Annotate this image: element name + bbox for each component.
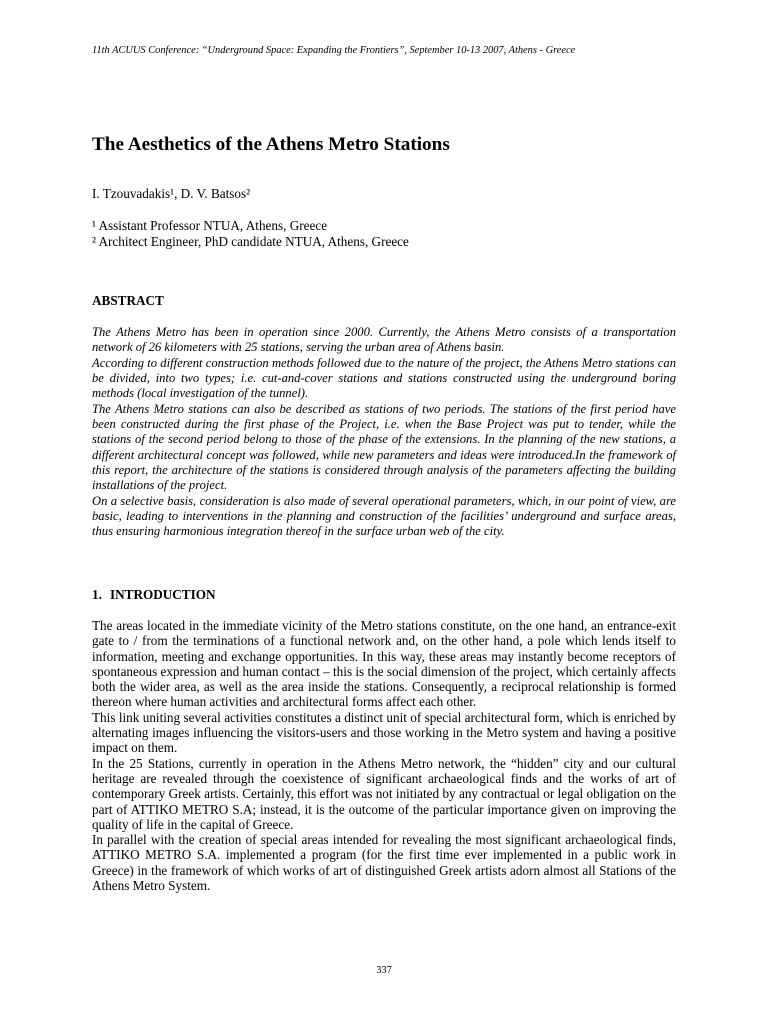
affiliation-list <box>92 218 409 249</box>
abstract-paragraph: The Athens Metro has been in operation since 2000. Currently, the Athens Metro consists of a transportation network of 26 kilometers with 25 stations, serving the urban area of Athens basin. <box>92 325 676 355</box>
abstract-heading: ABSTRACT <box>92 293 164 308</box>
section-title: INTRODUCTION <box>110 587 216 602</box>
abstract-paragraph: On a selective basis, consideration is also made of several operational parameters, which, in our point of view, are basic, leading to interventions in the planning and construction of the facilities’ underground and surface areas, thus ensuring harmonious integration thereof in the surface urban web of the city. <box>92 493 676 539</box>
abstract-paragraph: According to different construction methods followed due to the nature of the project, the Athens Metro stations can be divided, into two types; i.e. cut-and-cover stations and stations constructed using the underground boring methods (local investigation of the tunnel). <box>92 355 676 401</box>
introduction-heading <box>92 587 216 603</box>
introduction-body <box>92 618 676 893</box>
section-number: 1. <box>92 587 102 602</box>
introduction-paragraph: In parallel with the creation of special areas intended for revealing the most significant archaeological finds, ATTIKO METRO S.A. implemented a program (for the first time ever implemented in a public work in Greece) in the framework of which works of art of distinguished Greek artists adorn almost all Stations of the Athens Metro System. <box>92 832 676 894</box>
abstract-body <box>92 325 676 540</box>
affiliation-1: ¹ Assistant Professor NTUA, Athens, Greece <box>92 218 328 233</box>
introduction-paragraph: The areas located in the immediate vicinity of the Metro stations constitute, on the one hand, an entrance-exit gate to / from the terminations of a functional network and, on the other hand, a pole which lends itself to information, meeting and exchange opportunities. In this way, these areas may instantly become receptors of spontaneous expression and human contact – this is the social dimension of the project, which certainly affects both the wider area, as well as the area inside the stations. Consequently, a reciprocal relationship is formed thereon where human activities and architectural forms affect each other. <box>92 618 676 710</box>
abstract-paragraph: The Athens Metro stations can also be described as stations of two periods. The stations of the first period have been constructed during the first phase of the Project, i.e. when the Base Project was put to tender, while the stations of the second period belong to those of the phase of the extensions. In the planning of the new stations, a different architectural concept was followed, while new parameters and ideas were introduced.In the framework of this report, the architecture of the stations is considered through analysis of the parameters affecting the building installations of the project. <box>92 401 676 493</box>
page-number: 337 <box>376 965 392 976</box>
running-header: 11th ACUUS Conference: “Underground Space: Expanding the Frontiers”, September 10-13 2007, Athens - Greece <box>92 45 576 56</box>
introduction-paragraph: In the 25 Stations, currently in operation in the Athens Metro network, the “hidden” city and our cultural heritage are revealed through the coexistence of significant archaeological finds and the works of art of contemporary Greek artists. Certainly, this effort was not initiated by any contractual or legal obligation on the part of ATTIKO METRO S.A; instead, it is the outcome of the particular importance given on improving the quality of life in the capital of Greece. <box>92 755 676 832</box>
author-list: I. Tzouvadakis¹, D. V. Batsos² <box>92 186 251 201</box>
introduction-paragraph: This link uniting several activities constitutes a distinct unit of special architectural form, which is enriched by alternating images influencing the visitors-users and those working in the Metro system and having a positive impact on them. <box>92 709 676 756</box>
affiliation-2: ² Architect Engineer, PhD candidate NTUA, Athens, Greece <box>92 233 409 249</box>
paper-title: The Aesthetics of the Athens Metro Stations <box>92 134 450 155</box>
